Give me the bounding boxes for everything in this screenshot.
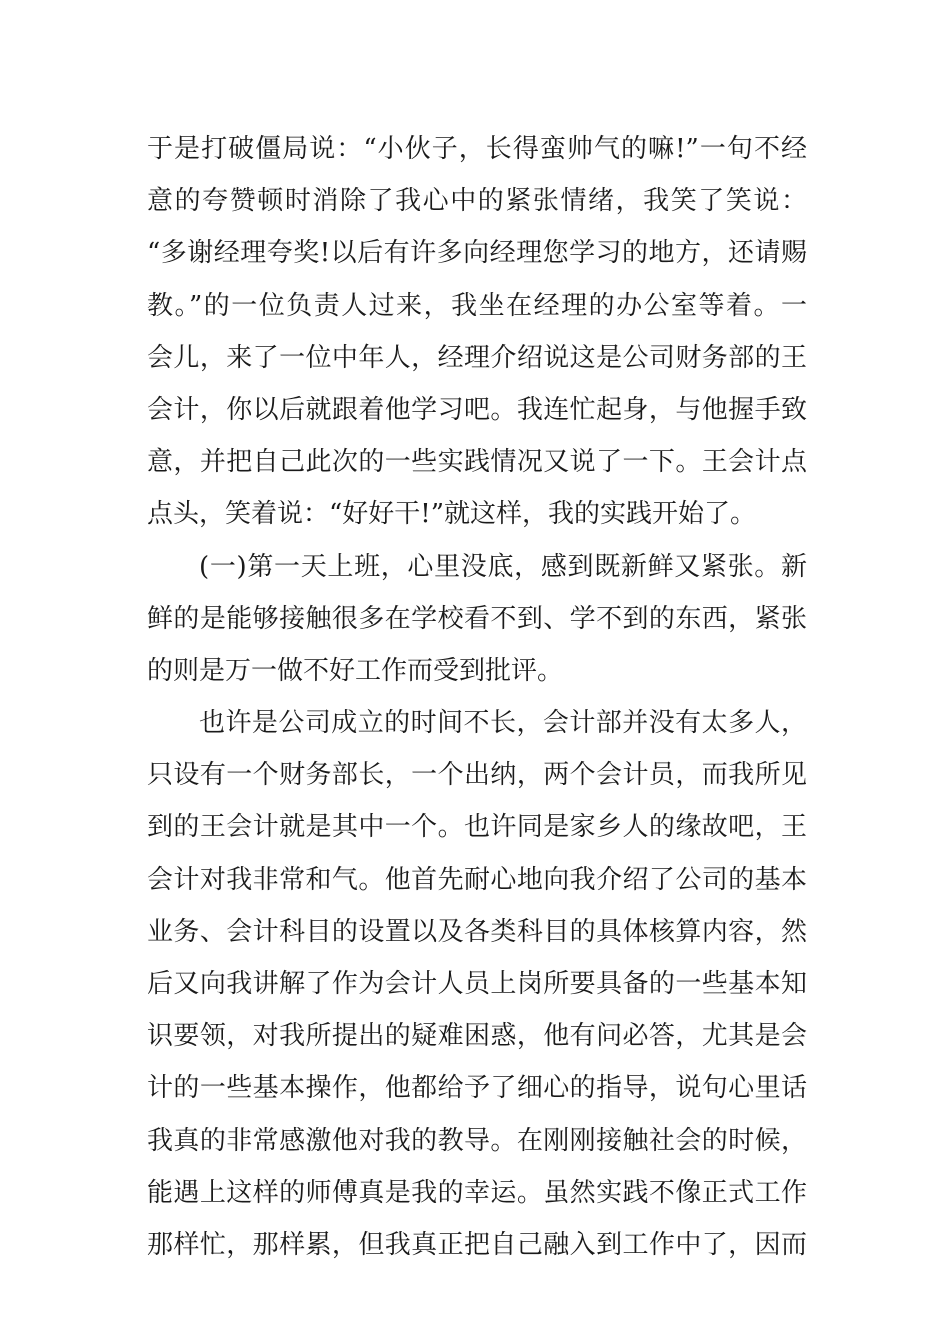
- text-line: 能遇上这样的师傅真是我的幸运。虽然实践不像正式工作: [147, 1177, 807, 1208]
- text-line: 于是打破僵局说：“小伙子，长得蛮帅气的嘛!”一句不经: [147, 134, 807, 164]
- text-line: 后又向我讲解了作为会计人员上岗所要具备的一些基本知: [147, 969, 807, 999]
- text-line: 计的一些基本操作，他都给予了细心的指导，说句心里话: [147, 1073, 807, 1104]
- paragraph-1: [147, 123, 807, 541]
- text-line: 意，并把自己此次的一些实践情况又说了一下。王会计点: [147, 447, 807, 478]
- text-line: 业务、会计科目的设置以及各类科目的具体核算内容，然: [147, 916, 807, 947]
- text-line: 意的夸赞顿时消除了我心中的紧张情绪，我笑了笑说：: [147, 186, 807, 217]
- text-line: 识要领，对我所提出的疑难困惑，他有问必答，尤其是会: [147, 1021, 807, 1052]
- text-line: 会儿，来了一位中年人，经理介绍说这是公司财务部的王: [147, 342, 807, 373]
- paragraph-3: [147, 697, 807, 1271]
- text-line: 我真的非常感激他对我的教导。在刚刚接触社会的时候，: [147, 1125, 807, 1156]
- text-line: (一)第一天上班，心里没底，感到既新鲜又紧张。新: [199, 551, 807, 582]
- text-line: 会计对我非常和气。他首先耐心地向我介绍了公司的基本: [147, 864, 807, 895]
- text-line: 到的王会计就是其中一个。也许同是家乡人的缘故吧，王: [147, 812, 807, 843]
- text-line: 也许是公司成立的时间不长，会计部并没有太多人，: [199, 708, 807, 739]
- text-line: 鲜的是能够接触很多在学校看不到、学不到的东西，紧张: [147, 603, 807, 634]
- text-line: 会计，你以后就跟着他学习吧。我连忙起身，与他握手致: [147, 394, 807, 425]
- text-line: 教。”的一位负责人过来，我坐在经理的办公室等着。一: [147, 290, 807, 321]
- text-line: “多谢经理夸奖!以后有许多向经理您学习的地方，还请赐: [147, 238, 807, 269]
- text-line: 那样忙，那样累，但我真正把自己融入到工作中了，因而: [147, 1229, 807, 1260]
- text-line: 的则是万一做不好工作而受到批评。: [147, 655, 564, 686]
- text-line: 只设有一个财务部长，一个出纳，两个会计员，而我所见: [147, 760, 807, 791]
- paragraph-2: [147, 541, 807, 698]
- body-text: [147, 123, 807, 1271]
- text-line: 点头，笑着说：“好好干!”就这样，我的实践开始了。: [147, 499, 757, 530]
